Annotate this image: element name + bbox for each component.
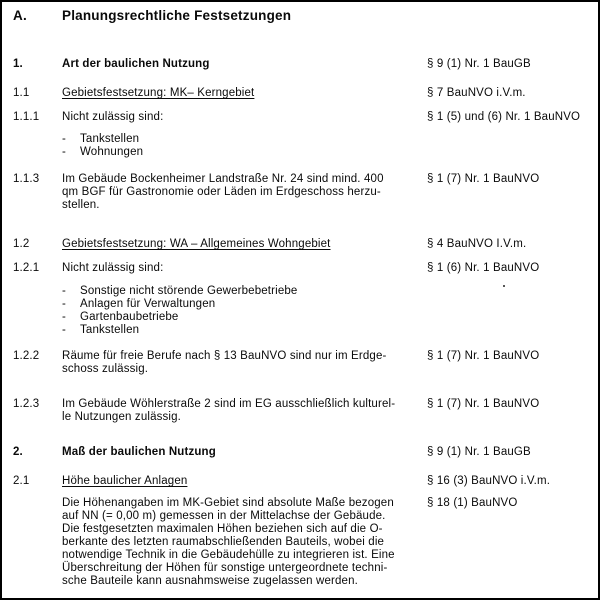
dash-bullet: - bbox=[62, 285, 66, 297]
title-letter: A. bbox=[13, 8, 27, 23]
bullet-list-2 bbox=[13, 285, 594, 337]
clause-number: 1. bbox=[13, 58, 23, 70]
subsection-heading: Höhe baulicher Anlagen bbox=[62, 475, 188, 487]
clause-number: 1.1.3 bbox=[13, 173, 40, 185]
list-item-text: Gartenbaubetriebe bbox=[80, 311, 179, 323]
law-reference: § 16 (3) BauNVO i.V.m. bbox=[427, 475, 551, 487]
law-reference: § 1 (6) Nr. 1 BauNVO bbox=[427, 262, 540, 274]
law-reference: § 4 BauNVO I.V.m. bbox=[427, 238, 527, 250]
clause-number: 1.2.1 bbox=[13, 262, 40, 274]
list-item bbox=[62, 133, 427, 146]
subsection-heading: Gebietsfestsetzung: MK– Kerngebiet bbox=[62, 87, 255, 99]
law-reference: § 7 BauNVO i.V.m. bbox=[427, 87, 526, 99]
clause-number: 1.2.2 bbox=[13, 350, 40, 362]
law-reference: § 1 (7) Nr. 1 BauNVO bbox=[427, 173, 540, 185]
list-item-text: Tankstellen bbox=[80, 324, 140, 336]
section-row-1-1-1 bbox=[13, 111, 594, 124]
list-item bbox=[62, 324, 427, 337]
list-item bbox=[62, 146, 427, 159]
section-row-2 bbox=[13, 446, 594, 459]
section-heading: Art der baulichen Nutzung bbox=[62, 58, 210, 70]
scan-speck bbox=[503, 285, 505, 287]
list-item bbox=[62, 311, 427, 324]
law-reference: § 1 (7) Nr. 1 BauNVO bbox=[427, 398, 540, 410]
dash-bullet: - bbox=[62, 298, 66, 310]
clause-number: 1.1 bbox=[13, 87, 30, 99]
section-row-1-2-3 bbox=[13, 398, 594, 424]
section-row-2-1-body bbox=[13, 497, 594, 588]
document-title: Planungsrechtliche Festsetzungen bbox=[62, 8, 292, 23]
list-item-text: Anlagen für Verwaltungen bbox=[80, 298, 216, 310]
clause-number: 1.2.3 bbox=[13, 398, 40, 410]
document-title-row bbox=[13, 8, 594, 24]
section-row-2-1 bbox=[13, 475, 594, 488]
clause-text: Nicht zulässig sind: bbox=[62, 262, 164, 274]
law-reference: § 9 (1) Nr. 1 BauGB bbox=[427, 58, 531, 70]
dash-bullet: - bbox=[62, 146, 66, 158]
section-row-1-2-2 bbox=[13, 350, 594, 376]
list-item bbox=[62, 298, 427, 311]
clause-text: Im Gebäude Bockenheimer Landstraße Nr. 24 sind mind. 400 qm BGF für Gastronomie oder Läden im Erdgeschoss herzu- stellen. bbox=[62, 173, 384, 211]
clause-text: Räume für freie Berufe nach § 13 BauNVO sind nur im Erdge- schoss zulässig. bbox=[62, 350, 387, 375]
section-row-1-1-3 bbox=[13, 173, 594, 212]
clause-number: 1.2 bbox=[13, 238, 30, 250]
law-reference: § 1 (7) Nr. 1 BauNVO bbox=[427, 350, 540, 362]
law-reference: § 1 (5) und (6) Nr. 1 BauNVO bbox=[427, 111, 581, 123]
dash-bullet: - bbox=[62, 133, 66, 145]
list-item-text: Tankstellen bbox=[80, 133, 140, 145]
dash-bullet: - bbox=[62, 324, 66, 336]
clause-text: Nicht zulässig sind: bbox=[62, 111, 164, 123]
clause-number: 2. bbox=[13, 446, 23, 458]
section-row-1-2 bbox=[13, 238, 594, 251]
law-reference: § 18 (1) BauNVO bbox=[427, 497, 518, 509]
section-row-1-1 bbox=[13, 87, 594, 100]
subsection-heading: Gebietsfestsetzung: WA – Allgemeines Wohngebiet bbox=[62, 238, 331, 250]
clause-number: 1.1.1 bbox=[13, 111, 40, 123]
section-row-1-2-1 bbox=[13, 262, 594, 275]
section-heading: Maß der baulichen Nutzung bbox=[62, 446, 216, 458]
section-row-1 bbox=[13, 58, 594, 71]
clause-text: Die Höhenangaben im MK-Gebiet sind absolute Maße bezogen auf NN (= 0,00 m) gemessen in der Mittelachse der Gebäude. Die festgesetzten maximalen Höhen beziehen sich auf die O- berkante des letzten raumabschließenden Bauteils, wobei die notwendige Technik in die Gebäudehülle zu integrieren ist. Eine Überschreitung der Höhen für sonstige untergeordnete techni- sche Bauteile kann ausnahmsweise zugelassen werden. bbox=[62, 497, 395, 587]
list-item-text: Wohnungen bbox=[80, 146, 144, 158]
list-item bbox=[62, 285, 427, 298]
law-reference: § 9 (1) Nr. 1 BauGB bbox=[427, 446, 531, 458]
clause-text: Im Gebäude Wöhlerstraße 2 sind im EG ausschließlich kulturel- le Nutzungen zulässig. bbox=[62, 398, 396, 423]
list-item-text: Sonstige nicht störende Gewerbebetriebe bbox=[80, 285, 298, 297]
dash-bullet: - bbox=[62, 311, 66, 323]
clause-number: 2.1 bbox=[13, 475, 30, 487]
bullet-list-1 bbox=[13, 133, 594, 159]
